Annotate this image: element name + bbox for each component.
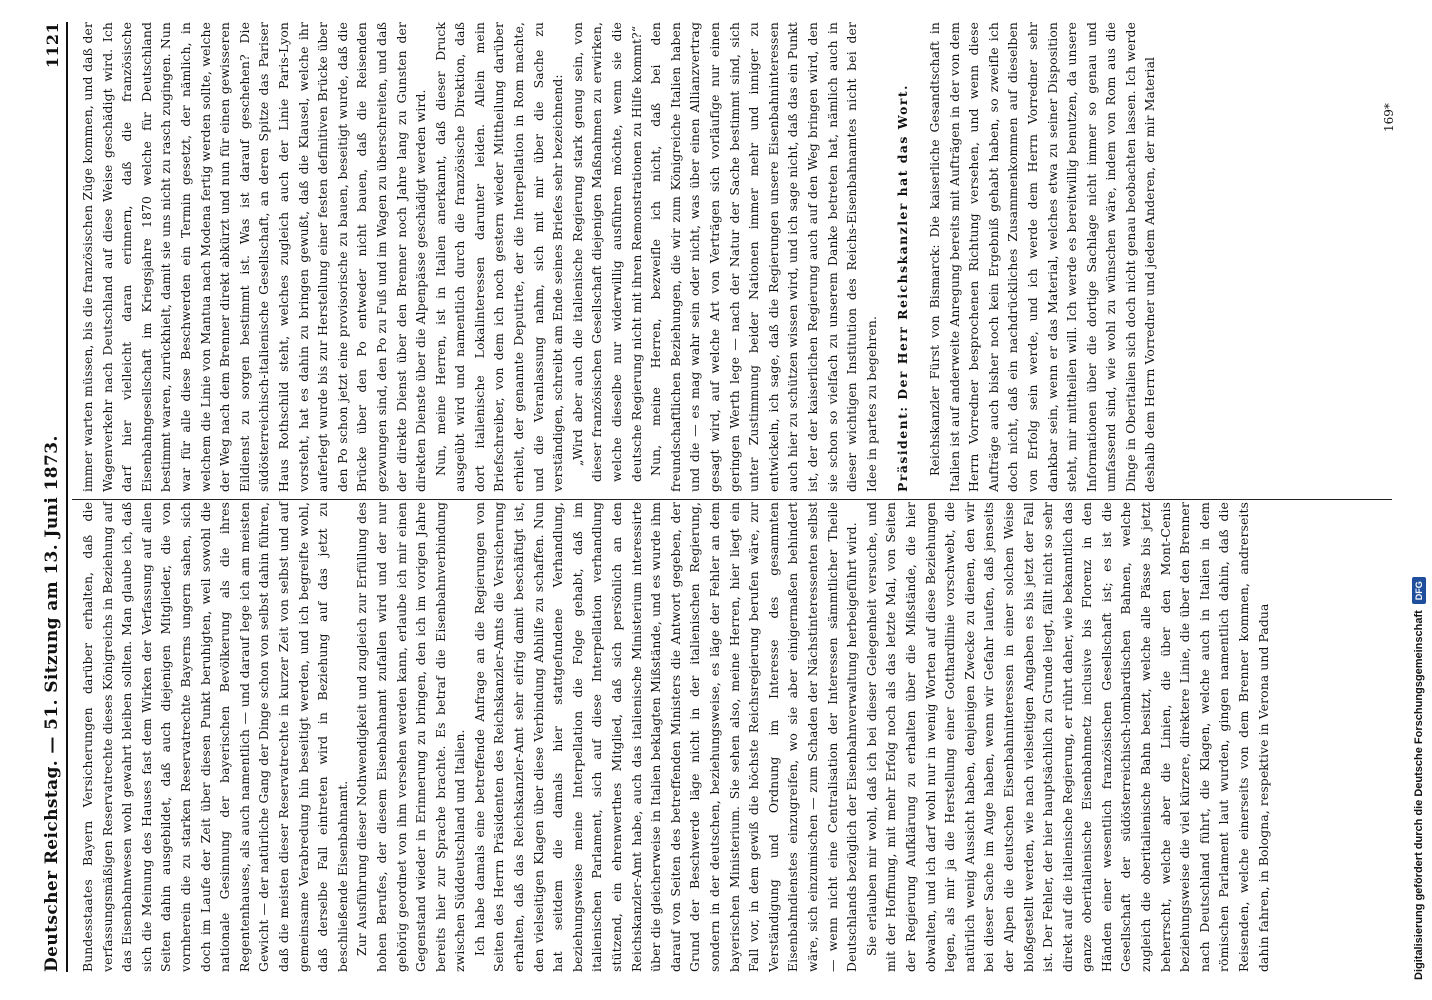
left-paragraph-3: Ich habe damals eine betreffende Anfrage an die Regierungen von Seiten des Herrn Präsidenten des Reichskanzler-Amts die Versicherung erhalten, daß das Reichskanzler-Amt sehr eifrig damit beschäftigt ist, den vielseitigen Klagen über diese Verbindung Abhilfe zu schaffen. Nun hat seitdem die damals hier stattgefundene Verhandlung, beziehungsweise meine Interpellation die Folge gehabt, daß im italienischen Parlament, sich auf diese Interpellation verhandlung stützend, ein ehrenwerthes Mitglied, daß sich persönlich an den Reichskanzler-Amt habe, auch das italienische Ministerium interessirte über die gleicherweise in Italien beklagten Mißstände, und es wurde ihm darauf von Seiten des betreffenden Ministers die Antwort gegeben, der Grund der Beschwerde läge nicht in der italienischen Regierung, sondern in der deutschen, beziehungsweise, es läge der Fehler an dem bayerischen Ministerium. Sie sehen also, meine Herren, hier liegt ein Fall vor, in dem gewiß die höchste Reichsregierung berufen wäre, zur Verständigung und Ordnung im Interesse des gesammten Eisenbahndienstes einzugreifen, wo sie aber einigermaßen behindert wäre, sich einzumischen — zum Schaden der Nächstinteressenten selbst — wenn nicht eine Centralisation der Interessen sämmtlicher Theile Deutschlands bezüglich der Eisenbahnverwaltung herbeigeführt wird. xyxy=(471,502,860,972)
spacer xyxy=(881,22,893,492)
left-paragraph-1: Bundesstaates Bayern Versicherungen darüber erhalten, daß die verfassungsmäßigen Reservatrechte dieses Königreichs in Beziehung auf das Eisenbahnwesen wohl gewahrt bleiben sollten. Man glaube ich, daß sich die Meinung des Hauses fast dem Wirken der Verfassung auf allen Seiten dahin ausgebildet, daß auch diejenigen Mitglieder, die von vornherein die zu starken Reservatrechte Bayerns ungern sahen, sich doch im Laufe der Zeit über diesen Punkt beruhigten, weil sowohl die nationale Gesinnung der bayerischen Bevölkerung als die ihres Regentenhauses, als auch namentlich — und darauf lege ich am meisten Gewicht — der natürliche Gang der Dinge schon von selbst dahin führen, daß die meisten dieser Reservatrechte in kurzer Zeit von selbst und auf gemeinsame Verabredung hin beseitigt werden, und ich begreifte wohl, daß derselbe Fall eintreten wird in Beziehung auf das jetzt zu beschließende Eisenbahnamt. xyxy=(80,502,350,972)
dfg-logo: DFG xyxy=(1412,577,1426,604)
dfg-text-rotated xyxy=(1410,20,1428,980)
left-paragraph-4: Sie erlauben mir wohl, daß ich bei dieser Gelegenheit versuche, und mit der Hoffnung, mit mehr Erfolg noch als das letzte Mal, von Seiten der Regierung Aufklärung zu erhalten über die Mißstände, die hier obwalten, und ich darf wohl nur in wenig Worten auf diese Beziehungen legen, als mir ja die Herstellung einer Gotthardlinie vorschwebt, die natürlich wenig Aussicht haben, denjenigen Zwecke zu dienen, den wir bei dieser Sache im Auge haben, wenn wir Gefahr laufen, daß jenseits der Alpen die deutschen Eisenbahninteressen in einer solchen Weise bloßgestellt werden, wie nach vielseitigen Angaben es bis jetzt der Fall ist. Der Fehler, der hier hauptsächlich zu Grunde liegt, fällt nicht so sehr direkt auf die italienische Regierung, er rührt daher, wie bekanntlich das ganze oberitalienische Eisenbahnnetz inclusive bis Florenz in den Händen einer wesentlich französischen Gesellschaft ist; es ist die Gesellschaft der südösterreichisch-lombardischen Bahnen, welche zugleich die oberitalienische Bahn besitzt, welche alle Pässe bis jetzt beherrscht, welche aber die Linien, die über den Mont-Cenis beziehungsweise die viel kürzere, direktere Linie, die über den Brenner nach Deutschland führt, die Klagen, welche auch in Italien in dem römischen Parlament laut wurden, gingen namentlich dahin, daß die Reisenden, welche einerseits von dem Brenner kommen, andrerseits dahin fahren, in Bologna, respektive in Verona und Padua xyxy=(863,502,1271,972)
right-paragraph-2: Nun, meine Herren, ist in Italien anerkannt, daß dieser Druck ausgeübt wird und namentlich durch die französische Direktion, daß dort italienische Lokalinteressen darunter leiden. Allein mein Briefschreiber, von dem ich noch gestern wieder Mittheilung darüber erhielt, der genannte Deputirte, der die Interpellation in Rom machte, und die Veranlassung nahm, sich mit mir über die Sache zu verständigen, schreibt am Ende seines Briefes sehr bezeichnend: xyxy=(432,22,566,492)
signature-mark: 169* xyxy=(1382,103,1396,132)
left-paragraph-2: Zur Ausführung dieser Nothwendigkeit und zugleich zur Erfüllung des hohen Berufes, der diesem Eisenbahnamt zufallen wird und der nur gehörig geordnet von ihm versehen werden kann, erlaube ich mir einen Gegenstand wieder in Erinnerung zu bringen, den ich im vorigen Jahre bereits hier zur Sprache brachte. Es betraf die Eisenbahnverbindung zwischen Süddeutschland und Italien. xyxy=(354,502,468,972)
page-header xyxy=(34,22,68,972)
quoted-letter: „Wird aber auch die italienische Regierung stark genug sein, von dieser französischen Gesellschaft diejenigen Maßnahmen zu erwirken, welche dieselbe nur widerwillig ausführen möchte, wenn sie die deutsche Regierung nicht mit ihren Remonstrationen zu Hilfe kommt?“ xyxy=(569,22,644,482)
left-column xyxy=(78,502,1308,972)
president-line: Präsident: Der Herr Reichskanzler hat das Wort. xyxy=(895,84,911,492)
column-divider xyxy=(72,499,1392,500)
right-column xyxy=(78,22,1378,492)
right-paragraph-1: immer warten müssen, bis die französischen Züge kommen, und daß der Wagenverkehr nach Deutschland auf diese Weise geschädigt wird. Ich darf hier vielleicht daran erinnern, daß die französische Eisenbahngesellschaft im Kriegsjahre 1870 welche für Deutschland bestimmt waren, zurückhielt, damit sie uns nicht zu rasch zugingen. Nun war für alle diese Beschwerden ein Termin gesetzt, der nämlich, in welchem die Linie von Mantua nach Modena fertig werden sollte, welche der Weg nach dem Brenner direkt abkürzt und nun für einen gewisseren Eildienst zu sorgen bestimmt ist. Was ist darauf geschehen? Die südösterreichisch-italienische Gesellschaft, an deren Spitze das Pariser Haus Rothschild steht, welches zugleich auch der Linie Paris-Lyon vorsteht, hat es dahin zu bringen gewußt, daß die Klausel, welche ihr auferlegt wurde bis zur Herstellung einer festen definitiven Brücke über den Po schon jetzt eine provisorische zu bauen, beseitigt wurde, daß die Brücke über den Po entweder nicht bauen, daß die Reisenden gezwungen sind, den Po zu Fuß und im Wagen zu überschreiten, und daß der direkte Dienst über den Brenner noch Jahre lang zu Gunsten der direkten Dienste über die Alpenpässe geschädigt werden wird. xyxy=(80,22,429,492)
dfg-note-text: Digitalisierung gefördert durch die Deutsche Forschungsgemeinschaft xyxy=(1413,610,1425,980)
spacer xyxy=(913,22,925,492)
page-number: 1121 xyxy=(43,22,62,69)
right-paragraph-3: Nun, meine Herren, bezweifle ich nicht, daß bei den freundschaftlichen Beziehungen, die wir zum Königreiche Italien haben und die — es mag wahr sein oder nicht, was über einen Allianzvertrag gesagt wird, auf welche Art von Verträgen sich vorläufige nur einen geringen Werth lege — nach der Natur der Sache bestimmt sind, sich unter Zustimmung beider Nationen immer mehr und inniger zu entwickeln, ich sage, daß die Regierungen unsere Eisenbahninteressen auch hier zu schützen wissen wird, und ich sage nicht, daß das ein Punkt ist, der der kaiserlichen Regierung auch auf den Weg bringen wird, den sie schon so vielfach zu unserem Danke betreten hat, nämlich auch in dieser wichtigen Institution des Reichs-Eisenbahnamtes nicht bei der Idee in partes zu begehren. xyxy=(648,22,879,492)
bismarck-speech: Reichskanzler Fürst von Bismarck: Die kaiserliche Gesandtschaft in Italien ist auf anderweite Anregung bereits mit Aufträgen in der von dem Herrn Vorredner besprochenen Richtung versehen, und wenn diese Aufträge auch bisher noch kein Ergebniß gehabt haben, so zweifle ich doch nicht, daß ein nachdrückliches Zusammenkommen auf dieselben von Erfolg sein werde, und ich werde dem Herrn Vorredner sehr dankbar sein, wenn er das Material, welches etwa zu seiner Disposition steht, mir mittheilen will. Ich werde es bereitwillig benutzen, da unsere Informationen über die dortige Sachlage nicht immer so genau und umfassend sind, wie wohl zu wünschen wäre, indem von Rom aus die Dinge in Oberitalien sich doch nicht genau beobachten lassen. Ich werde deshalb dem Herrn Vorredner und jedem Anderen, der mir Material xyxy=(926,22,1158,492)
dfg-margin-note xyxy=(1410,20,1428,980)
running-title: Deutscher Reichstag. — 51. Sitzung am 13. Juni 1873. xyxy=(42,435,62,972)
